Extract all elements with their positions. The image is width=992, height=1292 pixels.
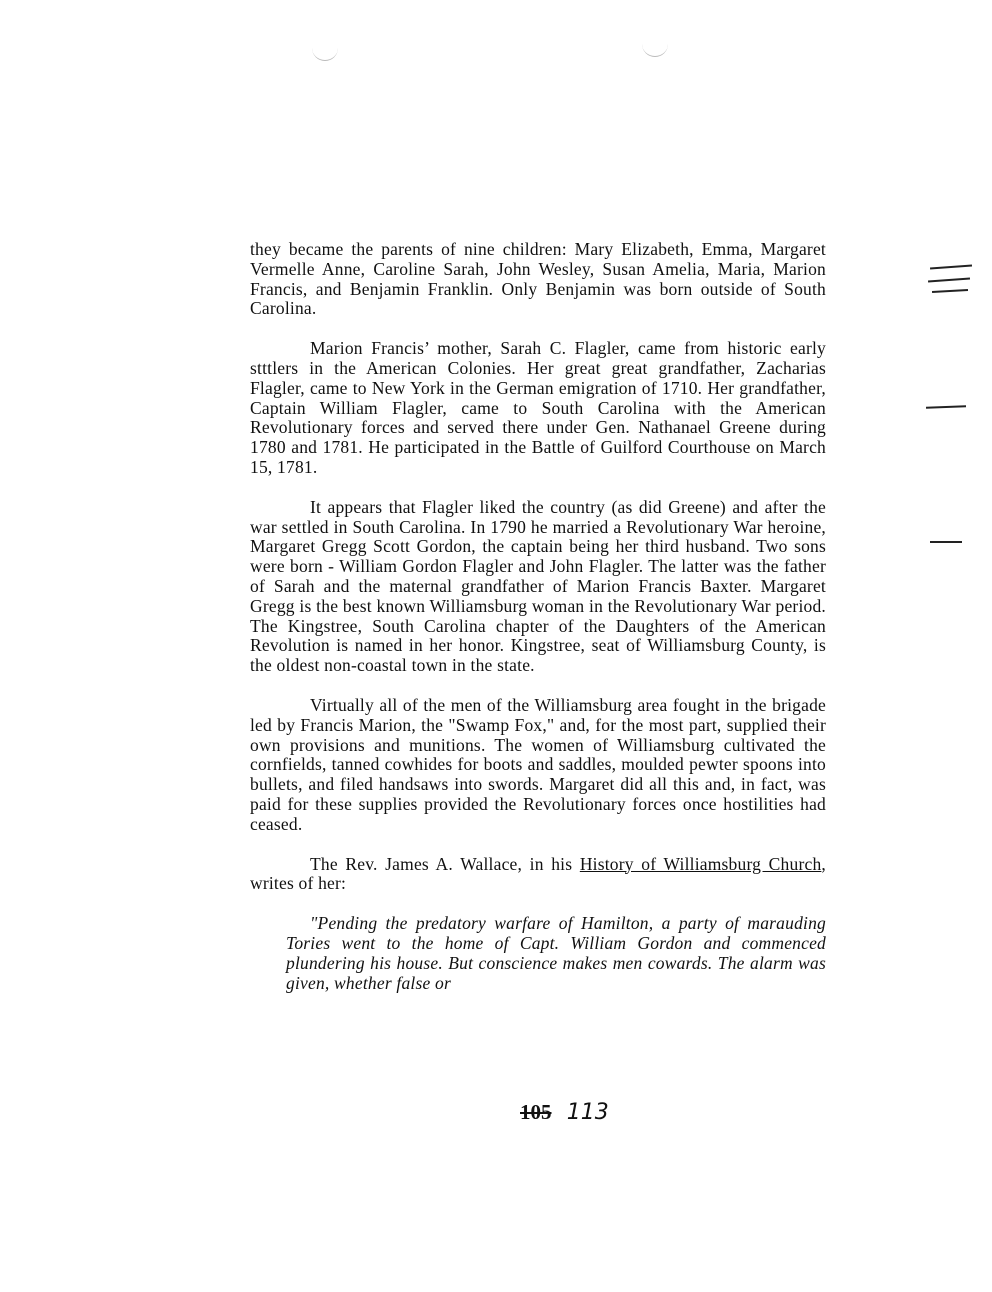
margin-mark-1: [930, 265, 972, 269]
margin-mark-2: [928, 278, 970, 282]
margin-mark-4: [926, 405, 966, 408]
wallace-intro: The Rev. James A. Wallace, in his: [310, 853, 580, 874]
paragraph-wallace: [250, 855, 826, 895]
punch-hole-right: [642, 36, 668, 57]
struck-page-number: 105: [520, 1100, 552, 1124]
block-quote: "Pending the predatory warfare of Hamilton, a party of marauding Tories went to the home of Capt. William Gordon and commenced plundering his house. But conscience makes men cowards. The alarm was given, whether false or: [286, 913, 826, 993]
page-number: [520, 1100, 609, 1125]
margin-mark-3: [932, 289, 968, 292]
punch-hole-left: [312, 40, 338, 61]
handwritten-page-number: 113: [566, 1100, 609, 1125]
paragraph-williamsburg: Virtually all of the men of the Williamsburg area fought in the brigade led by Francis Marion, the "Swamp Fox," and, for the most part, supplied their own provisions and munitions. The women of Williamsburg cultivated the cornfields, tanned cowhides for boots and saddles, moulded pewter spoons into bullets, and filed handsaws into swords. Margaret did all this and, in fact, was paid for these supplies provided the Revolutionary forces once hostilities had ceased.: [250, 694, 826, 834]
margin-mark-5: [930, 541, 962, 543]
wallace-outro: , writes of her:: [250, 853, 826, 894]
paragraph-children: they became the parents of nine children: Mary Elizabeth, Emma, Margaret Vermelle Anne, Caroline Sarah, John Wesley, Susan Amelia, Maria, Marion Francis, and Benjamin Franklin. Only Benjamin was born outside of South Carolina.: [250, 239, 826, 319]
paragraph-flagler: It appears that Flagler liked the country (as did Greene) and after the war settled in South Carolina. In 1790 he married a Revolutionary War heroine, Margaret Gregg Scott Gordon, the captain being her third husband. Two sons were born - William Gordon Flagler and John Flagler. The latter was the father of Sarah and the maternal grandfather of Marion Francis Baxter. Margaret Gregg is the best known Williamsburg woman in the Revolutionary War period. The Kingstree, South Carolina chapter of the Daughters of the American Revolution is named in her honor. Kingstree, seat of Williamsburg County, is the oldest non-coastal town in the state.: [250, 496, 826, 676]
body-text: [250, 240, 826, 993]
book-title: History of Williamsburg Church: [579, 853, 822, 874]
paragraph-mother: Marion Francis’ mother, Sarah C. Flagler, came from historic early stttlers in the American Colonies. Her great great grandfather, Zacharias Flagler, came to New York in the German emigration of 1710. Her grandfather, Captain William Flagler, came to South Carolina with the American Revolutionary forces and served there under Gen. Nathanael Greene during 1780 and 1781. He participated in the Battle of Guilford Courthouse on March 15, 1781.: [250, 338, 826, 477]
